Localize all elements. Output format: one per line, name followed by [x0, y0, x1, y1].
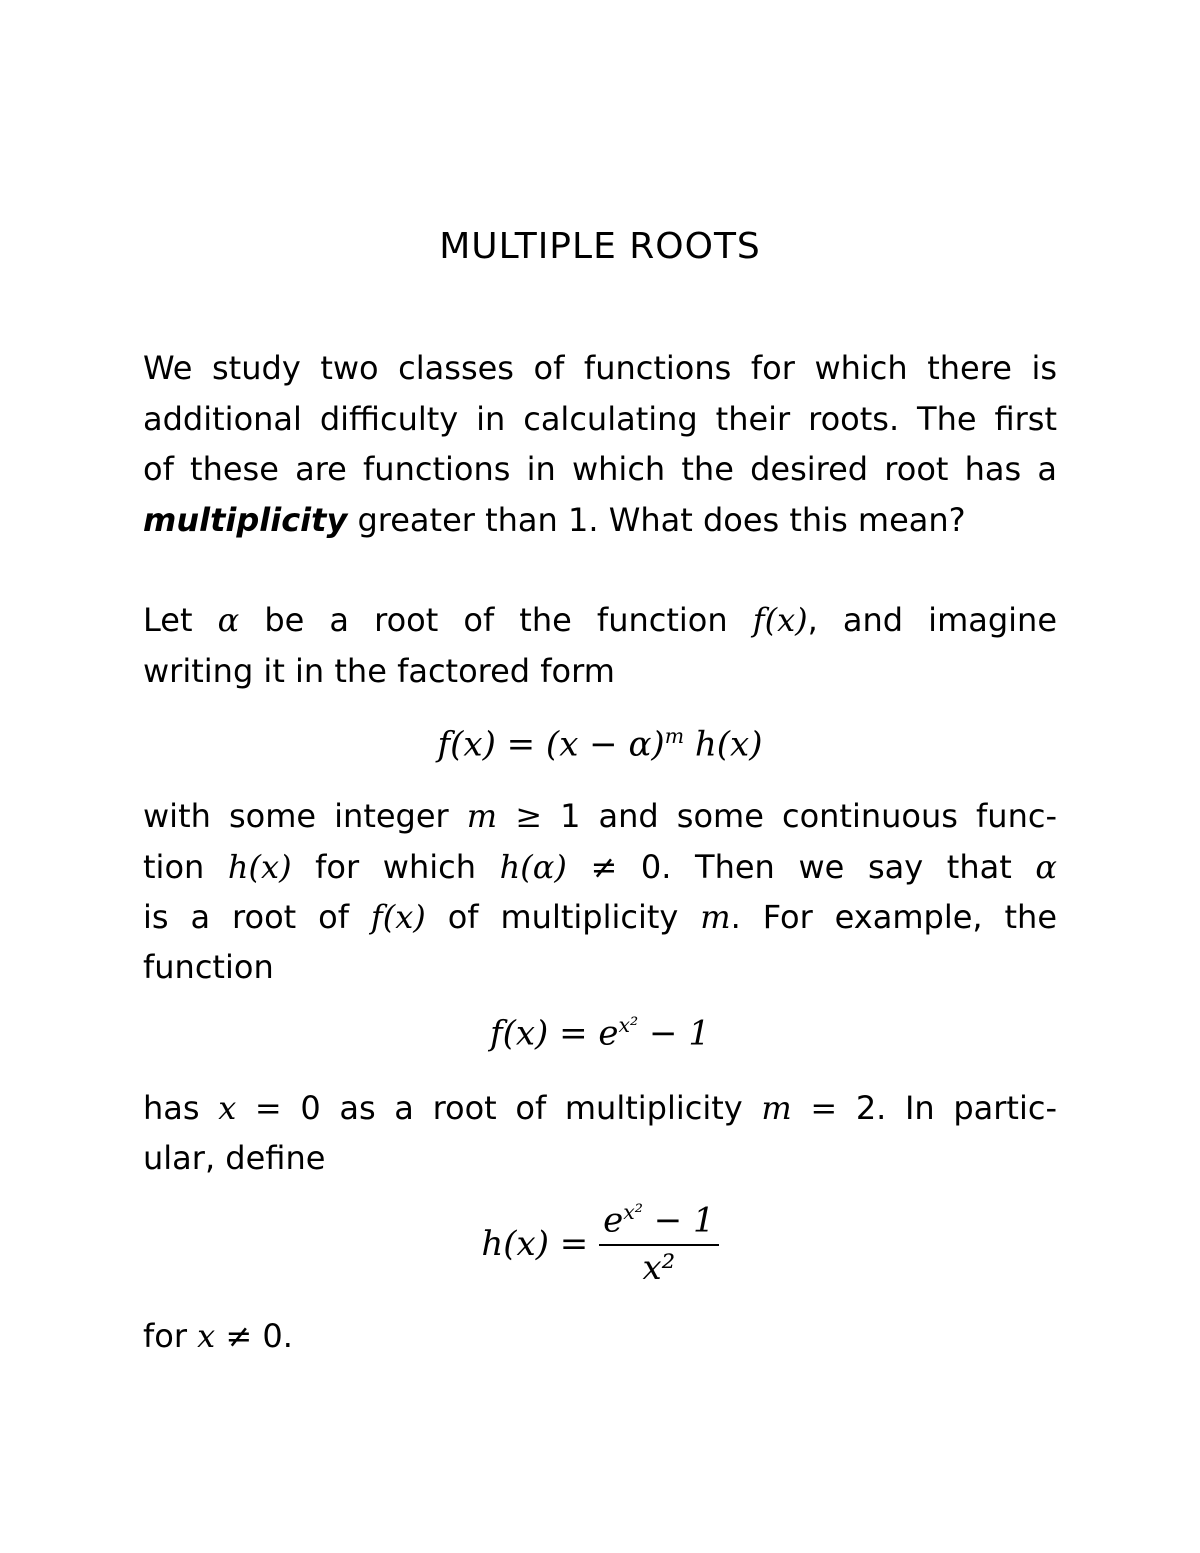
math-f: f: [752, 601, 765, 639]
paragraph-2-line-1: [143, 598, 1057, 642]
paragraph-1-line-3: of these are functions in which the desired root has a: [143, 450, 1057, 488]
math-rest: − 1: [642, 1200, 715, 1241]
equation-h-definition: [0, 1200, 1200, 1288]
math-lhs: f(x) = e: [490, 1013, 619, 1054]
equation-example-function: [0, 1013, 1200, 1053]
paragraph-3-line-1: [143, 794, 1057, 838]
paragraph-2-line-2: writing it in the factored form: [143, 652, 615, 690]
math-exponent: x²: [618, 1013, 639, 1037]
fraction: [599, 1200, 719, 1288]
math-rhs: − 1: [638, 1013, 710, 1054]
paragraph-1-line-1: We study two classes of functions for which there is: [143, 349, 1057, 387]
fraction-numerator: [599, 1200, 719, 1246]
paragraph-1-line-2: additional difficulty in calculating their roots. The first: [143, 400, 1057, 438]
text-span: with some integer: [143, 797, 467, 835]
math-exponent: m: [664, 724, 685, 748]
emphasis-multiplicity: multiplicity: [143, 501, 348, 539]
text-span: , and imagine: [807, 601, 1058, 639]
paragraph-3-line-3: [143, 895, 1057, 939]
text-span: 0.: [262, 1317, 293, 1355]
text-span: be a root of the function: [239, 601, 753, 639]
math-h-alpha: h(α) ≠: [499, 848, 641, 886]
math-fx: (x): [764, 601, 808, 639]
text-span: for which: [291, 848, 500, 886]
paragraph-3-line-2: [143, 845, 1057, 889]
paragraph-5: [143, 1314, 1057, 1358]
paragraph-4-line-2: ular, define: [143, 1139, 326, 1177]
text-span: is a root of: [143, 898, 371, 936]
math-lhs: (x) = (x − α): [450, 724, 665, 765]
equation-factored-form: [0, 724, 1200, 764]
math-m: m: [700, 898, 731, 936]
math-m: m =: [761, 1089, 856, 1127]
math-exponent: x²: [623, 1200, 643, 1224]
text-span: for: [143, 1317, 198, 1355]
text-span: Let: [143, 601, 218, 639]
paragraph-1-line-4: [143, 498, 1057, 542]
paragraph-4-line-1: [143, 1086, 1057, 1130]
page-title: MULTIPLE ROOTS: [439, 226, 761, 267]
text-span: greater than 1. What does this mean?: [347, 501, 966, 539]
math-fx: f(x): [370, 898, 426, 936]
text-span: 1 and some continuous func-: [560, 797, 1058, 835]
math-f: f: [437, 724, 451, 765]
math-hx: h(x): [227, 848, 292, 886]
math-alpha: α: [217, 601, 240, 639]
text-span: tion: [143, 848, 228, 886]
text-span: has: [143, 1089, 219, 1127]
math-x: x ≠: [197, 1317, 263, 1355]
fraction-denominator: x²: [642, 1248, 676, 1289]
math-e: e: [603, 1200, 624, 1241]
math-m: m ≥: [466, 797, 561, 835]
text-span: . For example, the: [730, 898, 1058, 936]
text-span: 0 as a root of multiplicity: [300, 1089, 762, 1127]
math-alpha: α: [1035, 848, 1058, 886]
math-x: x =: [218, 1089, 301, 1127]
paragraph-3-line-4: function: [143, 948, 274, 986]
text-span: 2. In partic-: [855, 1089, 1058, 1127]
text-span: 0. Then we say that: [640, 848, 1036, 886]
math-lhs: h(x) =: [481, 1224, 600, 1265]
text-span: of multiplicity: [425, 898, 701, 936]
math-rhs: h(x): [684, 724, 763, 765]
